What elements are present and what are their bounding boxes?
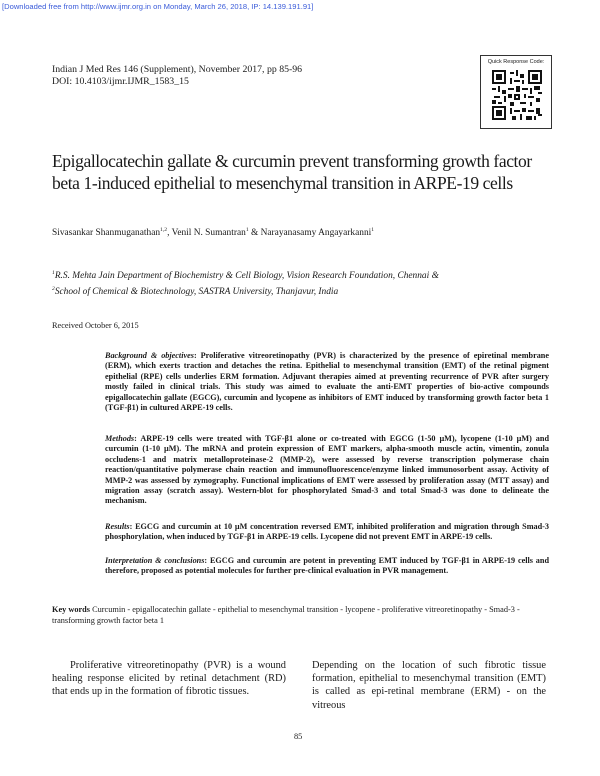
affiliation-line: [52, 283, 439, 299]
author-name: & Narayanasamy Angayarkanni: [248, 228, 372, 239]
abstract-heading: Background & objectives: [105, 351, 194, 360]
affiliation-text: School of Chemical & Biotechnology, SASTRA University, Thanjavur, India: [54, 286, 339, 297]
download-notice: [Downloaded free from http://www.ijmr.org.in on Monday, March 26, 2018, IP: 14.139.191.91]: [2, 2, 314, 11]
author-list: [52, 227, 374, 238]
author-affiliation-mark: 1: [371, 227, 375, 233]
journal-citation: Indian J Med Res 146 (Supplement), November 2017, pp 85-96: [52, 64, 303, 75]
abstract-heading: Results: [105, 522, 130, 531]
body-column-left: Proliferative vitreoretinopathy (PVR) is a wound healing response elicited by retinal detachment (RD) that ends up in the formation of fibrotic tissues.: [52, 660, 286, 698]
journal-doi: DOI: 10.4103/ijmr.IJMR_1583_15: [52, 76, 189, 87]
affiliation-text: R.S. Mehta Jain Department of Biochemistry & Cell Biology, Vision Research Foundation, Chennai &: [54, 271, 439, 282]
article-title: Epigallocatechin gallate & curcumin prevent transforming growth factor beta 1-induced epithelial to mesenchymal transition in ARPE-19 cells: [52, 151, 532, 193]
affiliations: [52, 267, 439, 298]
affiliation-mark: 1: [52, 270, 55, 276]
author-name: , Venil N. Sumantran: [167, 228, 246, 239]
abstract-heading: Interpretation & conclusions: [105, 556, 205, 565]
abstract-text: : EGCG and curcumin are potent in preventing EMT induced by TGF-β1 in ARPE-19 cells and therefore, proposed as potential molecules for further pre-clinical evaluation in PVR management.: [105, 556, 549, 576]
body-column-right: Depending on the location of such fibrotic tissue formation, epithelial to mesenchymal transition (EMT) is called as epi-retinal membrane (ERM) - on the vitreous: [312, 660, 546, 711]
abstract-heading: Methods: [105, 434, 135, 443]
affiliation-mark: 2: [52, 285, 55, 292]
abstract-methods: [105, 434, 549, 507]
abstract-background: [105, 351, 549, 413]
journal-info: [52, 64, 302, 88]
abstract-text: : EGCG and curcumin at 10 µM concentration reversed EMT, inhibited proliferation and migration through Smad-3 phosphorylation, when induced by TGF-β1 in ARPE-19 cells. Lycopene did not prevent EMT in ARPE-19 cells.: [105, 522, 549, 542]
keywords-label: Key words: [52, 605, 91, 614]
abstract-results: [105, 522, 549, 543]
affiliation-line: [52, 267, 439, 283]
received-date: Received October 6, 2015: [52, 321, 139, 330]
page-number: 85: [294, 732, 303, 741]
author-name: Sivasankar Shanmuganathan: [52, 228, 161, 239]
keywords-text: Curcumin - epigallocatechin gallate - epithelial to mesenchymal transition - lycopene - proliferative vitreoretinopathy - Smad-3 - transforming growth factor beta 1: [52, 605, 520, 625]
author-affiliation-mark: 1,2: [160, 227, 168, 233]
abstract-text: : ARPE-19 cells were treated with TGF-β1 alone or co-treated with EGCG (1-50 µM), lycopene (1-10 µM) and curcumin (1-10 µM). The mRNA and protein expression of EMT markers, alpha-smooth muscle actin, vimentin, zonula occludens-1 and matrix metalloproteinase-2 (MMP-2), were assessed by reverse transcription polymerase chain reaction/quantitative polymerase chain reaction and immunofluorescence/enzyme linked immunosorbent assay. Activity of MMP-2 was assessed by zymography. Functional implications of EMT were assessed by proliferation assay (MTT assay) and migration assay (scratch assay). Western-blot for phosphorylated Smad-3 and total Smad-3 was done to delineate the mechanism.: [105, 434, 549, 506]
abstract-interpretation: [105, 556, 549, 577]
qr-code-label: Quick Response Code:: [487, 59, 545, 65]
qr-code-icon: [492, 70, 542, 120]
keywords: [52, 604, 552, 626]
author-affiliation-mark: 1: [245, 227, 249, 233]
abstract-text: : Proliferative vitreoretinopathy (PVR) is characterized by the presence of epiretinal membrane (ERM), which exerts traction and detaches the retina. Epithelial to mesenchymal transition (EMT) of the retinal pigment epithelial (RPE) cells underlies ERM formation. Adjuvant therapies aimed at preventing recurrence of PVR after surgery mostly failed in clinical trials. This study was aimed to evaluate the anti-EMT properties of bio-active compounds epigallocatechin gallate (EGCG), curcumin and lycopene as inhibitors of EMT induced by transforming growth factor beta 1 (TGF-β1) in cultured ARPE-19 cells.: [105, 351, 549, 413]
qr-code-box: [480, 55, 552, 129]
